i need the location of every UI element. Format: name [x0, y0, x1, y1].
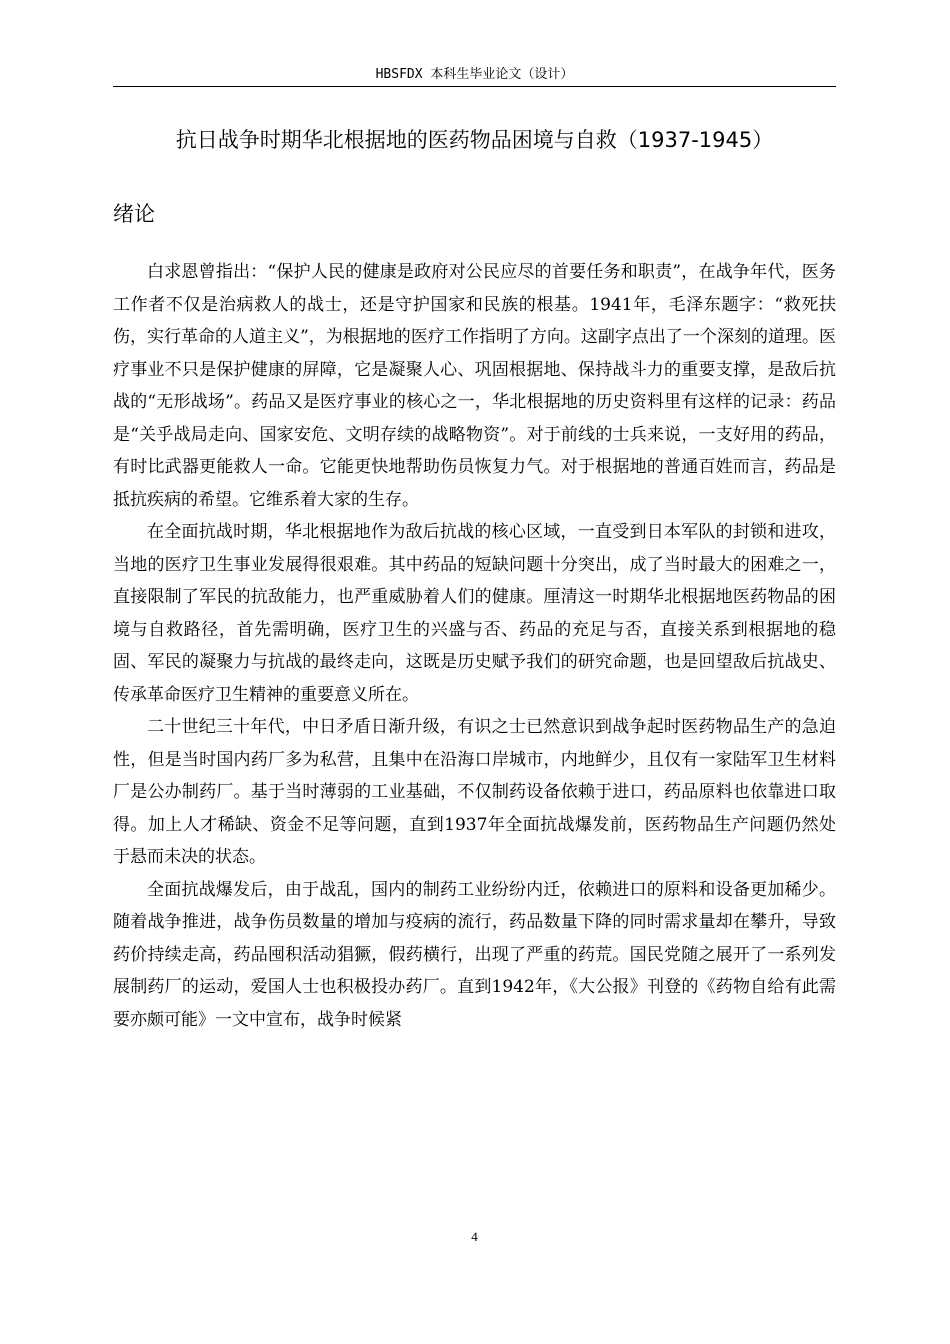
paragraph-1: 白求恩曾指出：“保护人民的健康是政府对公民应尽的首要任务和职责”，在战争年代，医务工作者不仅是治病救人的战士，还是守护国家和民族的根基。1941年，毛泽东题字：“救死扶伤，实行革命的人道主义”，为根据地的医疗工作指明了方向。这副字点出了一个深刻的道理。医疗事业不只是保护健康的屏障，它是凝聚人心、巩固根据地、保持战斗力的重要支撑，是敌后抗战的“无形战场”。药品又是医疗事业的核心之一，华北根据地的历史资料里有这样的记录：药品是“关乎战局走向、国家安危、文明存续的战略物资”。对于前线的士兵来说，一支好用的药品，有时比武器更能救人一命。它能更快地帮助伤员恢复力气。对于根据地的普通百姓而言，药品是抵抗疾病的希望。它维系着大家的生存。 — [113, 262, 836, 510]
body-text — [113, 256, 836, 1036]
running-header: HBSFDX 本科生毕业论文（设计） — [113, 64, 836, 87]
paragraph-3: 二十世纪三十年代，中日矛盾日渐升级，有识之士已然意识到战争起时医药物品生产的急迫性，但是当时国内药厂多为私营，且集中在沿海口岸城市，内地鲜少，且仅有一家陆军卫生材料厂是公办制药厂。基于当时薄弱的工业基础，不仅制药设备依赖于进口，药品原料也依靠进口取得。加上人才稀缺、资金不足等问题，直到1937年全面抗战爆发前，医药物品生产问题仍然处于悬而未决的状态。 — [113, 717, 836, 867]
paragraph-2: 在全面抗战时期，华北根据地作为敌后抗战的核心区域，一直受到日本军队的封锁和进攻，当地的医疗卫生事业发展得很艰难。其中药品的短缺问题十分突出，成了当时最大的困难之一，直接限制了军民的抗敌能力，也严重威胁着人们的健康。厘清这一时期华北根据地医药物品的困境与自救路径，首先需明确，医疗卫生的兴盛与否、药品的充足与否，直接关系到根据地的稳固、军民的凝聚力与抗战的最终走向，这既是历史赋予我们的研究命题，也是回望敌后抗战史、传承革命医疗卫生精神的重要意义所在。 — [113, 522, 836, 705]
paragraph-4: 全面抗战爆发后，由于战乱，国内的制药工业纷纷内迁，依赖进口的原料和设备更加稀少。随着战争推进，战争伤员数量的增加与疫病的流行，药品数量下降的同时需求量却在攀升，导致药价持续走高，药品囤积活动猖獗，假药横行，出现了严重的药荒。国民党随之展开了一系列发展制药厂的运动，爱国人士也积极投办药厂。直到1942年，《大公报》刊登的《药物自给有此需要亦颇可能》一文中宣布，战争时候紧 — [113, 879, 836, 1030]
section-heading: 绪论 — [113, 202, 155, 226]
document-title: 抗日战争时期华北根据地的医药物品困境与自救（1937-1945） — [175, 128, 774, 152]
page-number: 4 — [471, 1229, 478, 1244]
